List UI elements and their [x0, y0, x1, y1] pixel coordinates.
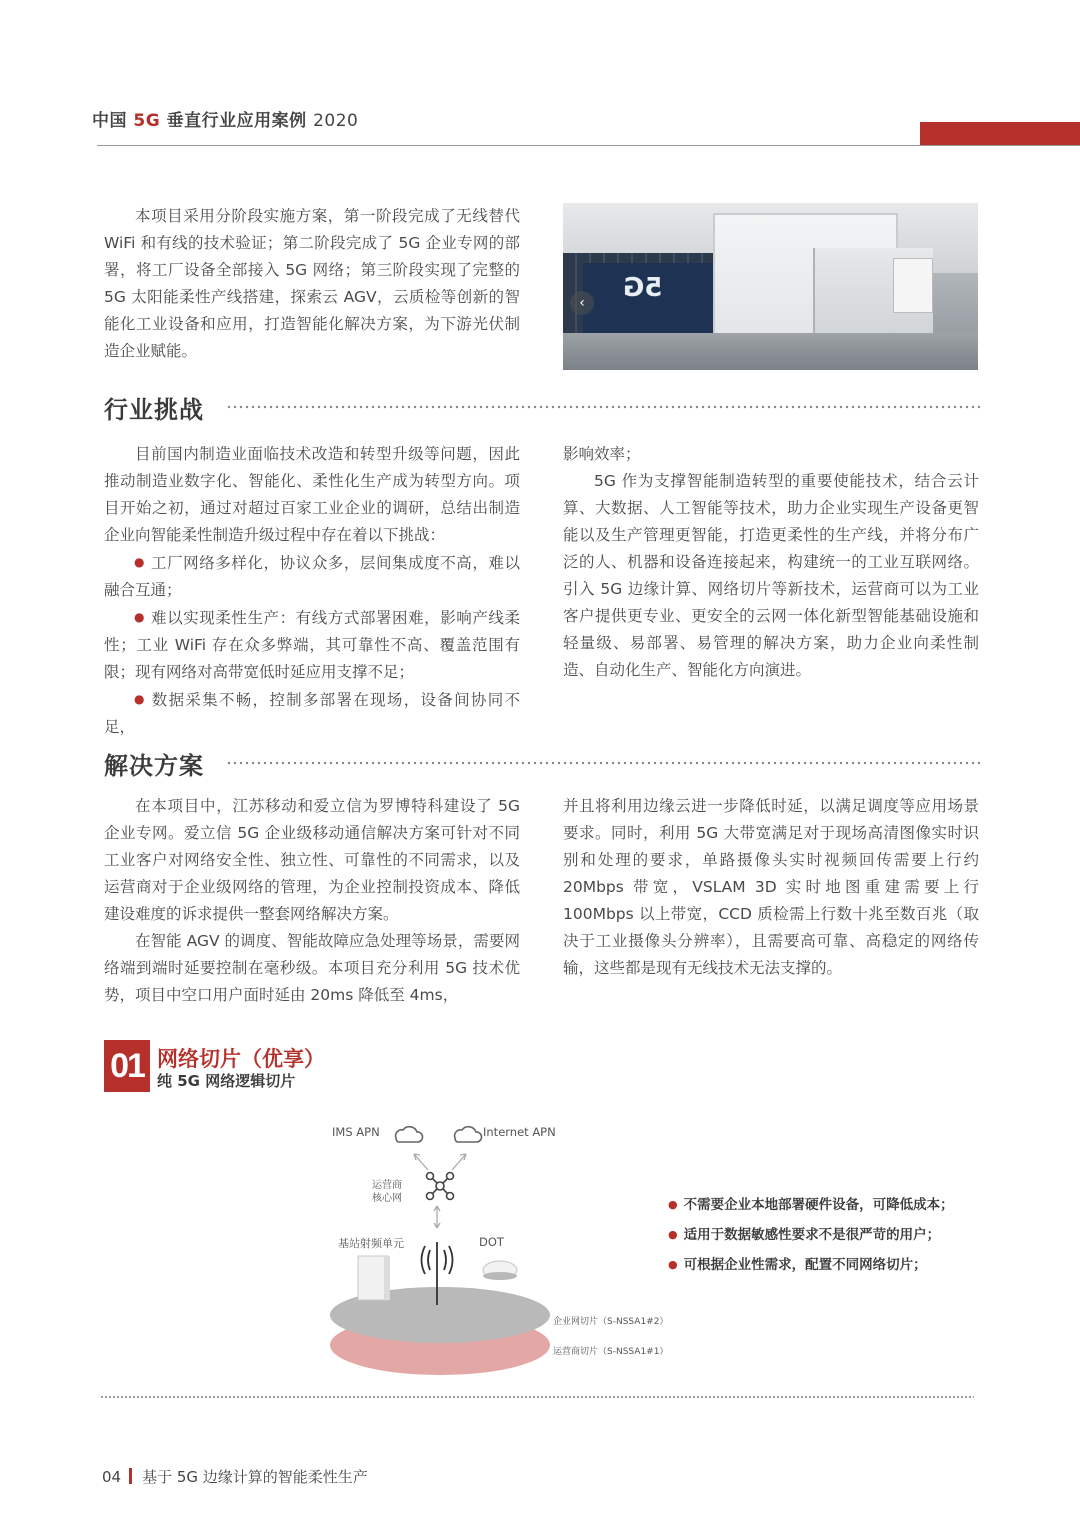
page-number: 04	[102, 1468, 122, 1486]
dot-device-icon	[483, 1261, 517, 1280]
solution-left-p2: 在智能 AGV 的调度、智能故障应急处理等场景，需要网络端到端时延要控制在毫秒级。本项目充分利用 5G 技术优势，项目中空口用户面时延由 20ms 降低至 4ms，	[104, 932, 520, 1004]
feature-item-1: ● 不需要企业本地部署硬件设备，可降低成本；	[668, 1197, 954, 1213]
core-tower-arrow	[434, 1206, 440, 1228]
core-label-line2: 核心网	[372, 1193, 402, 1204]
photo-5g-logo: 5G	[623, 273, 663, 303]
radio-unit-label: 基站射频单元	[338, 1237, 404, 1250]
running-header	[92, 106, 358, 131]
enterprise-slice-label: 企业网切片（S-NSSA1#2）	[553, 1317, 669, 1327]
challenge-bullet-1: ● 工厂网络多样化，协议众多，层间集成度不高，难以融合互通；	[104, 554, 520, 599]
internet-apn-label: Internet APN	[483, 1125, 556, 1139]
section-rule-solution	[226, 760, 980, 766]
section-heading-challenges: 行业挑战	[104, 396, 204, 424]
challenges-left-column	[104, 441, 520, 741]
case-number-badge: 01	[104, 1040, 150, 1092]
challenges-right-column	[563, 441, 979, 684]
bullet-dot-icon: ●	[668, 1198, 678, 1211]
challenges-right-paragraph: 5G 作为支撑智能制造转型的重要使能技术，结合云计算、大数据、人工智能等技术，助力企业实现生产设备更智能以及生产管理更智能，打造更柔性的生产线，并将分布广泛的人、机器和设备连接起来，构建统一的工业互联网络。引入 5G 边缘计算、网络切片等新技术，运营商可以为工业客户提供更专业、更安全的云网一体化新型智能基础设施和轻量级、易部署、易管理的解决方案，助力企业向柔性制造、自动化生产、智能化方向演进。	[563, 472, 979, 679]
case-title: 网络切片（优享）	[157, 1047, 325, 1071]
bullet-dot-icon: ●	[668, 1228, 678, 1241]
core-label-line1: 运营商	[372, 1180, 402, 1191]
bottom-dotted-rule	[100, 1395, 974, 1399]
header-prefix: 中国	[92, 111, 127, 131]
ims-apn-label: IMS APN	[332, 1125, 380, 1139]
page-footer	[102, 1466, 368, 1487]
challenges-continuation: 影响效率；	[563, 445, 641, 463]
ims-cloud-icon	[396, 1127, 423, 1142]
case-subtitle: 纯 5G 网络逻辑切片	[157, 1072, 296, 1090]
bullet-dot-icon: ●	[134, 692, 146, 706]
core-network-icon	[427, 1173, 454, 1200]
intro-paragraph: 本项目采用分阶段实施方案，第一阶段完成了无线替代 WiFi 和有线的技术验证；第二阶段完成了 5G 企业专网的部署，将工厂设备全部接入 5G 网络；第三阶段实现了完整的 5G 太阳能柔性产线搭建，探索云 AGV，云质检等创新的智能化工业设备和应用，打造智能化解决方案，为下游光伏制造企业赋能。	[104, 207, 520, 360]
footer-separator	[129, 1468, 132, 1484]
challenge-bullet-3: ● 数据采集不畅，控制多部署在现场，设备间协同不足，	[104, 691, 520, 736]
case-feature-list	[668, 1190, 988, 1280]
header-accent: 5G	[133, 111, 161, 131]
radio-unit-icon	[358, 1256, 390, 1300]
photo-prev-arrow-icon[interactable]: ‹	[570, 291, 594, 315]
dot-label: DOT	[479, 1235, 504, 1249]
bullet-dot-icon: ●	[134, 610, 146, 624]
feature-item-3: ● 可根据企业性需求，配置不同网络切片；	[668, 1257, 927, 1273]
feature-item-2: ● 适用于数据敏感性要求不是很严苛的用户；	[668, 1227, 941, 1243]
core-cloud-arrows	[414, 1154, 466, 1170]
solution-right-column	[563, 793, 979, 982]
header-accent-bar	[920, 122, 1080, 145]
solution-left-column	[104, 793, 520, 1009]
bullet-dot-icon: ●	[134, 555, 146, 569]
section-heading-solution: 解决方案	[104, 752, 204, 780]
network-slice-diagram	[320, 1110, 720, 1380]
header-main: 垂直行业应用案例	[166, 111, 307, 131]
bullet-dot-icon: ●	[668, 1258, 678, 1271]
solution-left-p1: 在本项目中，江苏移动和爱立信为罗博特科建设了 5G 企业专网。爱立信 5G 企业级移动通信解决方案可针对不同工业客户对网络安全性、独立性、可靠性的不同需求，以及运营商对于企业级网络的管理，为企业控制投资成本、降低建设难度的诉求提供一整套网络解决方案。	[104, 797, 520, 923]
factory-photo	[563, 203, 978, 370]
challenge-bullet-2: ● 难以实现柔性生产：有线方式部署困难，影响产线柔性；工业 WiFi 存在众多弊端，其可靠性不高、覆盖范围有限；现有网络对高带宽低时延应用支撑不足；	[104, 609, 520, 681]
solution-right-p1: 并且将利用边缘云进一步降低时延，以满足调度等应用场景要求。同时，利用 5G 大带宽满足对于现场高清图像实时识别和处理的要求，单路摄像头实时视频回传需要上行约 20Mbps 带宽，VSLAM 3D 实时地图重建需要上行 100Mbps 以上带宽，CCD 质检需上行数十兆至数百兆（取决于工业摄像头分辨率），且需要高可靠、高稳定的网络传输，这些都是现有无线技术无法支撑的。	[563, 797, 979, 977]
internet-cloud-icon	[455, 1127, 482, 1142]
footer-title: 基于 5G 边缘计算的智能柔性生产	[142, 1468, 368, 1486]
header-year: 2020	[313, 111, 359, 131]
challenges-intro: 目前国内制造业面临技术改造和转型升级等问题，因此推动制造业数字化、智能化、柔性化生产成为转型方向。项目开始之初，通过对超过百家工业企业的调研，总结出制造企业向智能柔性制造升级过程中存在着以下挑战：	[104, 445, 520, 544]
section-rule-challenges	[226, 404, 980, 410]
operator-slice-label: 运营商切片（S-NSSA1#1）	[553, 1347, 669, 1357]
header-divider	[97, 145, 1080, 146]
